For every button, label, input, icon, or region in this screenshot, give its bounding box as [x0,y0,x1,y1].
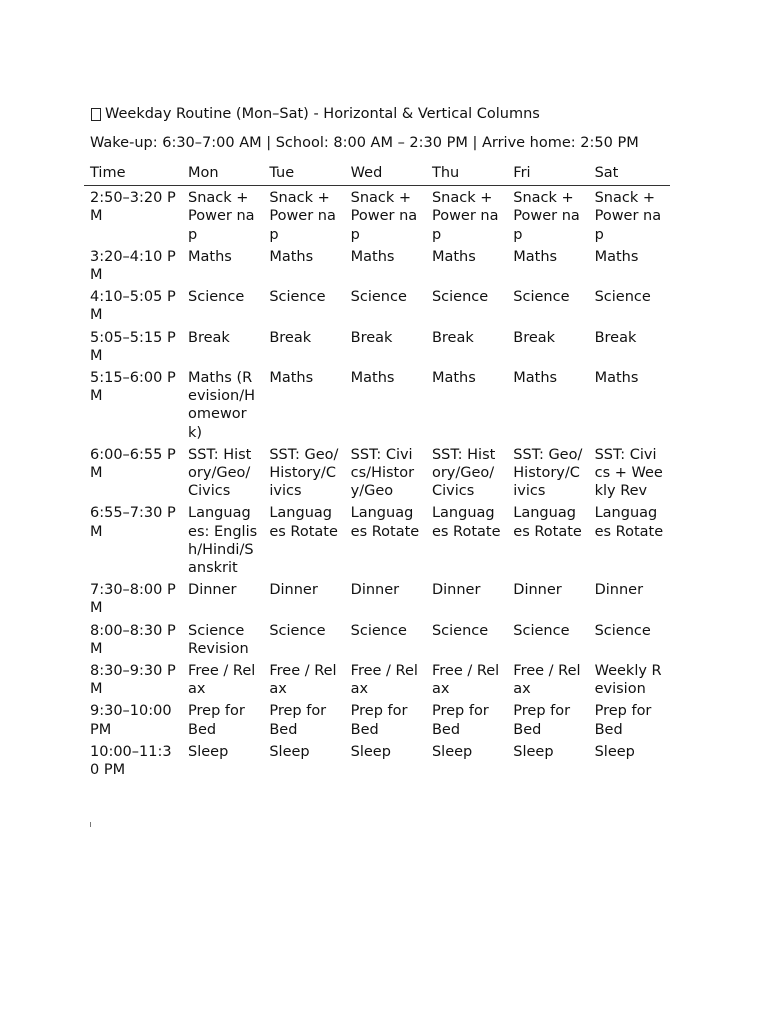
cell-tue: Dinner [269,582,318,599]
cell-fri: Maths [513,248,558,265]
table-row [84,662,670,702]
cell-wed: Prep for Bed [350,703,408,738]
cell-tue: Free / Relax [269,663,337,698]
cell-tue: Snack + Power nap [269,190,336,243]
cell-wed: Maths [350,370,395,387]
cell-fri: Break [513,329,556,346]
table-row [84,504,670,581]
cell-wed: Dinner [350,582,400,599]
document-subtitle: Wake-up: 6:30–7:00 AM | School: 8:00 AM – 2:30 PM | Arrive home: 2:50 PM [90,135,639,151]
cell-tue: Break [269,329,312,346]
table-row [84,702,670,742]
cell-sat: Break [594,329,637,346]
header-mon: Mon [182,164,263,186]
table-body [84,186,670,784]
document-title [90,104,680,124]
table-header [84,164,670,186]
table-row [84,288,670,328]
cell-wed: SST: Civics/History/Geo [350,446,415,500]
cell-mon: Languages: English/Hindi/Sanskrit [188,505,258,577]
cell-time: 7:30–8:00 PM [90,582,176,617]
cell-time: 8:30–9:30 PM [90,663,176,698]
cell-sat: Science [594,622,651,639]
cell-thu: Sleep [431,743,473,760]
cell-time: 4:10–5:05 PM [90,289,176,324]
cell-time: 5:15–6:00 PM [90,370,176,405]
page-mark [90,822,91,827]
cell-thu: Snack + Power nap [431,190,499,243]
cell-mon: Snack + Power nap [188,190,255,243]
cell-sat: Prep for Bed [594,703,652,738]
cell-tue: Languages Rotate [269,505,338,540]
table-row [84,248,670,288]
table-row [84,581,670,621]
cell-fri: Sleep [513,743,554,760]
cell-thu: Languages Rotate [431,505,501,540]
cell-wed: Languages Rotate [350,505,420,540]
table-row [84,186,670,248]
cell-fri: Dinner [513,582,562,599]
routine-table [84,164,670,783]
header-fri: Fri [507,164,588,186]
cell-sat: SST: Civics + Weekly Rev [594,446,663,500]
cell-mon: Prep for Bed [188,703,245,738]
cell-tue: Prep for Bed [269,703,327,738]
cell-mon: Free / Relax [188,663,256,698]
cell-time: 2:50–3:20 PM [90,190,176,225]
cell-tue: Sleep [269,743,310,760]
document-page [90,104,680,779]
cell-sat: Maths [594,248,639,265]
cell-fri: Languages Rotate [513,505,582,540]
cell-wed: Sleep [350,743,391,760]
table-row [84,622,670,662]
cell-sat: Weekly Revision [594,663,662,698]
cell-tue: Science [269,289,326,306]
cell-time: 8:00–8:30 PM [90,622,176,657]
cell-sat: Dinner [594,582,644,599]
cell-wed: Free / Relax [350,663,418,698]
cell-thu: Free / Relax [431,663,500,698]
cell-thu: SST: History/Geo/Civics [431,446,496,500]
header-thu: Thu [426,164,507,186]
cell-sat: Sleep [594,743,635,760]
table-row [84,369,670,446]
cell-fri: Maths [513,370,558,387]
cell-thu: Dinner [431,582,481,599]
cell-fri: Prep for Bed [513,703,571,738]
cell-time: 10:00–11:30 PM [90,743,172,779]
cell-time: 6:55–7:30 PM [90,505,176,540]
cell-tue: SST: Geo/History/Civics [269,446,339,500]
cell-time: 6:00–6:55 PM [90,446,176,482]
cell-fri: SST: Geo/History/Civics [513,446,583,500]
cell-thu: Maths [431,248,476,265]
cell-wed: Maths [350,248,395,265]
cell-thu: Maths [431,370,476,387]
cell-mon: Science [188,289,245,306]
cell-wed: Science [350,289,407,306]
document-title-text: Weekday Routine (Mon–Sat) - Horizontal & Vertical Columns [105,106,540,122]
cell-thu: Prep for Bed [431,703,489,738]
cell-mon: Dinner [188,582,237,599]
cell-wed: Break [350,329,393,346]
cell-mon: Break [188,329,230,346]
cell-wed: Science [350,622,407,639]
cell-tue: Science [269,622,326,639]
header-wed: Wed [345,164,426,186]
cell-fri: Free / Relax [513,663,581,698]
header-sat: Sat [589,164,670,186]
cell-sat: Languages Rotate [594,505,664,540]
cell-sat: Science [594,289,651,306]
cell-mon: Maths (Revision/Homework) [188,370,255,441]
table-row [84,446,670,505]
header-tue: Tue [263,164,344,186]
cell-fri: Snack + Power nap [513,190,580,243]
cell-mon: Sleep [188,743,229,760]
cell-thu: Science [431,622,489,639]
table-row [84,329,670,369]
box-glyph-icon [91,108,101,121]
cell-time: 5:05–5:15 PM [90,329,176,364]
cell-wed: Snack + Power nap [350,190,418,243]
cell-tue: Maths [269,370,314,387]
cell-fri: Science [513,289,570,306]
cell-sat: Maths [594,370,639,387]
cell-mon: SST: History/Geo/Civics [188,446,252,500]
cell-mon: Science Revision [188,622,249,657]
cell-tue: Maths [269,248,314,265]
cell-sat: Snack + Power nap [594,190,662,243]
header-time: Time [84,164,182,186]
cell-thu: Science [431,289,489,306]
cell-time: 9:30–10:00 PM [90,703,172,738]
cell-mon: Maths [188,248,232,265]
cell-thu: Break [431,329,474,346]
table-header-row [84,164,670,186]
table-row [84,743,670,783]
cell-time: 3:20–4:10 PM [90,248,176,284]
cell-fri: Science [513,622,570,639]
